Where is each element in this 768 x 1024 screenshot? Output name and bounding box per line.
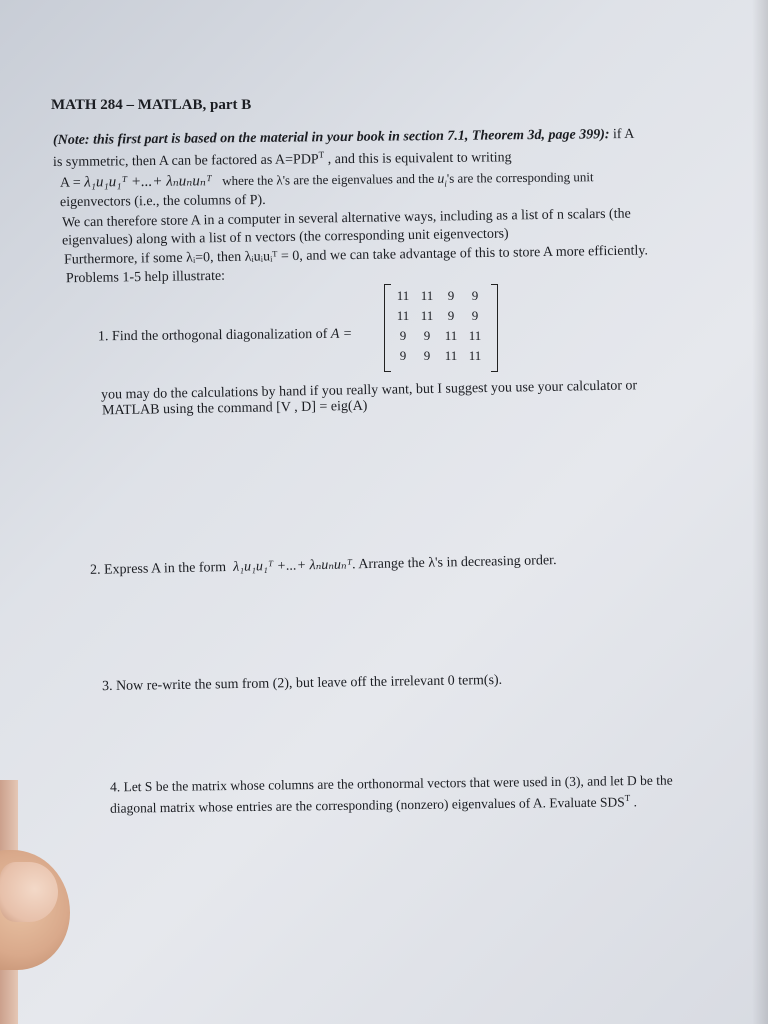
matrix-cell: 9 bbox=[447, 308, 455, 323]
line-4: eigenvectors (i.e., the columns of P). bbox=[59, 192, 266, 211]
line-5: We can therefore store A in a computer in several alternative ways, including as a list of n scalars (the bbox=[61, 206, 631, 231]
formula-where-end: 's are the corresponding unit bbox=[446, 169, 594, 186]
matrix-cell: 11 bbox=[444, 348, 458, 363]
matrix-cell: 9 bbox=[399, 328, 407, 343]
p2-end: . Arrange the λ's in decreasing order. bbox=[351, 553, 557, 573]
thumbnail bbox=[0, 862, 58, 922]
matrix-cell: 9 bbox=[399, 348, 407, 363]
note-line-1 bbox=[53, 127, 635, 149]
p1-text: 1. Find the orthogonal diagonalization of bbox=[97, 326, 331, 345]
matrix-cell: 11 bbox=[468, 348, 482, 363]
problem-4-line-1: 4. Let S be the matrix whose columns are the orthonormal vectors that were used in (3), and let D be the bbox=[109, 772, 673, 795]
line2-end: , and this is equivalent to writing bbox=[324, 150, 512, 168]
problem-4-line-2 bbox=[110, 793, 637, 817]
p1-after-2: MATLAB using the command [V , D] = eig(A) bbox=[101, 398, 368, 419]
matrix-cell: 11 bbox=[444, 328, 458, 343]
line-8: Problems 1-5 help illustrate: bbox=[65, 268, 226, 287]
p4b-text: diagonal matrix whose entries are the corresponding (nonzero) eigenvalues of A. Evaluate SDS bbox=[109, 794, 625, 816]
matrix-cell: 9 bbox=[447, 288, 455, 303]
matrix-cell: 11 bbox=[396, 288, 410, 303]
title-text: MATH 284 – MATLAB, part B bbox=[51, 97, 252, 113]
line2-text: is symmetric, then A can be factored as A=PDP bbox=[52, 152, 319, 171]
formula-a: A = bbox=[59, 175, 85, 191]
ui-symbol: u bbox=[437, 171, 445, 187]
matrix-cell: 11 bbox=[420, 288, 434, 303]
note-line-2 bbox=[53, 148, 512, 171]
matrix-grid bbox=[391, 288, 487, 368]
matrix-a bbox=[384, 284, 498, 372]
note-prefix: (Note: bbox=[52, 132, 90, 149]
problem-3: 3. Now re-write the sum from (2), but leave off the irrelevant 0 term(s). bbox=[101, 672, 503, 695]
page-title bbox=[51, 97, 251, 114]
line-7: Furthermore, if some λᵢ=0, then λᵢuᵢuᵢᵀ = 0, and we can take advantage of this to store A more efficiently. bbox=[63, 243, 649, 268]
p2-formula: λ₁u₁u₁ᵀ +...+ λₙuₙuₙᵀ bbox=[232, 557, 353, 575]
note-rest: if A bbox=[609, 126, 635, 143]
matrix-cell: 9 bbox=[423, 348, 431, 363]
matrix-cell: 11 bbox=[396, 308, 410, 323]
note-italic-text: this first part is based on the material in your book in section 7.1, Theorem 3d, page 399): bbox=[89, 127, 610, 148]
formula-where: where the λ's are the eigenvalues and the bbox=[222, 170, 438, 189]
formula-line bbox=[60, 167, 594, 192]
p1-after-1: you may do the calculations by hand if you really want, but I suggest you use your calculator or bbox=[100, 378, 638, 403]
line2-sup: T bbox=[318, 149, 325, 160]
problem-1 bbox=[98, 327, 352, 346]
p2-text: 2. Express A in the form bbox=[89, 560, 227, 578]
matrix-cell: 11 bbox=[468, 328, 482, 343]
page-shadow bbox=[752, 0, 768, 1024]
problem-2 bbox=[90, 552, 557, 579]
sum-formula: λ₁u₁u₁ᵀ +...+ λₙuₙuₙᵀ bbox=[84, 173, 212, 191]
matrix-cell: 9 bbox=[423, 328, 431, 343]
matrix-cell: 9 bbox=[471, 308, 479, 323]
p1-a-eq: A = bbox=[330, 326, 353, 342]
matrix-cell: 11 bbox=[420, 308, 434, 323]
matrix-cell: 9 bbox=[471, 288, 479, 303]
p4b-end: . bbox=[630, 794, 638, 810]
line-6: eigenvalues) along with a list of n vectors (the corresponding unit eigenvectors) bbox=[61, 226, 509, 249]
p4b-sup: T bbox=[624, 792, 631, 803]
ui-sub: i bbox=[444, 178, 447, 189]
